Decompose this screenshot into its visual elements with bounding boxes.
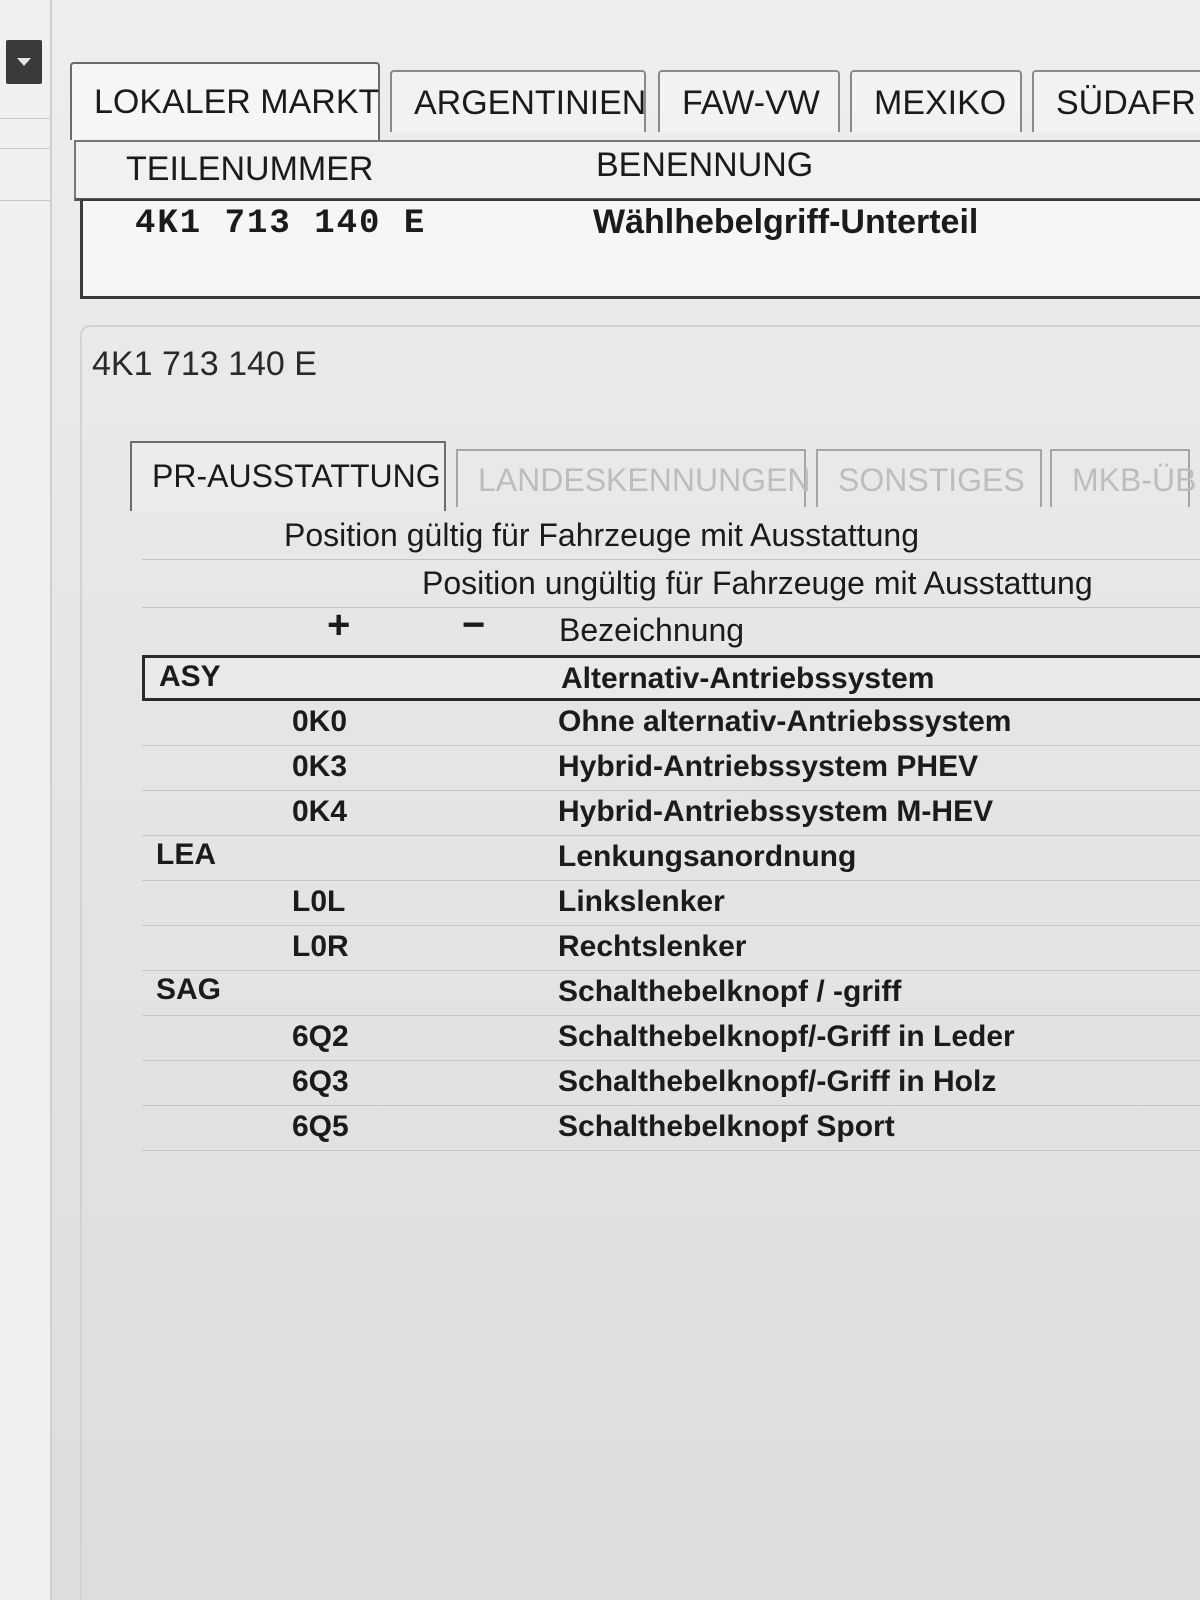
header-invalid-position: Position ungültig für Fahrzeuge mit Ausstattung [422,565,1093,601]
column-header-designation: Bezeichnung [559,612,745,648]
description-cell: Schalthebelknopf / -griff [558,975,902,1008]
code-cell: 6Q5 [292,1110,349,1143]
description-cell: Schalthebelknopf/-Griff in Holz [558,1065,997,1098]
table-row[interactable] [142,836,1200,881]
group-cell: ASY [159,660,221,693]
tab-sonstiges: SONSTIGES [816,449,1042,507]
header-valid-position: Position gültig für Fahrzeuge mit Ausstattung [284,517,920,553]
description-cell: Schalthebelknopf/-Griff in Leder [558,1020,1015,1053]
market-tabs [70,62,1200,140]
code-cell: 0K3 [292,750,348,783]
tab-lokaler-markt[interactable]: LOKALER MARKT [70,62,380,140]
table-row[interactable] [142,655,1200,701]
description-cell: Hybrid-Antriebssystem M-HEV [558,795,994,828]
code-cell: L0L [292,885,346,918]
detail-title: 4K1 713 140 E [92,345,317,383]
table-row[interactable] [142,1016,1200,1061]
divider [0,148,50,149]
table-row[interactable] [142,701,1200,746]
table-row[interactable] [142,971,1200,1016]
divider [0,118,50,119]
divider [142,559,1200,560]
detail-panel [80,325,1200,1600]
description-cell: Schalthebelknopf Sport [558,1110,895,1143]
tab-mexiko[interactable]: MEXIKO [850,70,1022,132]
description-cell: Hybrid-Antriebssystem PHEV [558,750,979,783]
column-header-plus: + [327,603,351,647]
pr-equipment-list [142,655,1200,1151]
description-cell: Rechtslenker [558,930,747,963]
tab-mkb-ueb: MKB-ÜB [1050,449,1190,507]
table-row[interactable] [142,1106,1200,1151]
part-number-cell: 4K1 713 140 E [135,205,427,243]
part-table-header [74,140,1200,201]
column-header-part-number[interactable]: TEILENUMMER [126,150,374,188]
code-cell: 0K4 [292,795,348,828]
code-cell: 6Q2 [292,1020,349,1053]
tab-faw-vw[interactable]: FAW-VW [658,70,840,132]
part-name-cell: Wählhebelgriff-Unterteil [593,203,979,241]
part-table-row[interactable] [80,199,1200,299]
tab-argentinien[interactable]: ARGENTINIEN [390,70,646,132]
description-cell: Alternativ-Antriebssystem [561,662,935,695]
dropdown-arrow-icon[interactable] [6,40,42,84]
column-header-name[interactable]: BENENNUNG [596,146,814,184]
column-header-minus: − [462,603,486,647]
detail-tabs [130,441,1200,515]
table-row[interactable] [142,791,1200,836]
table-row[interactable] [142,881,1200,926]
code-cell: 6Q3 [292,1065,349,1098]
description-cell: Linkslenker [558,885,725,918]
group-cell: SAG [156,973,222,1006]
table-row[interactable] [142,1061,1200,1106]
left-side-panel [0,0,52,1600]
tab-suedafrika[interactable]: SÜDAFR [1032,70,1200,132]
divider [142,607,1200,608]
code-cell: L0R [292,930,349,963]
description-cell: Lenkungsanordnung [558,840,857,873]
table-row[interactable] [142,926,1200,971]
divider [0,200,50,201]
tab-pr-ausstattung[interactable]: PR-AUSSTATTUNG [130,441,446,511]
table-row[interactable] [142,746,1200,791]
code-cell: 0K0 [292,705,348,738]
group-cell: LEA [156,838,216,871]
tab-landeskennungen: LANDESKENNUNGEN [456,449,806,507]
main-area [50,0,1200,1600]
description-cell: Ohne alternativ-Antriebssystem [558,705,1012,738]
